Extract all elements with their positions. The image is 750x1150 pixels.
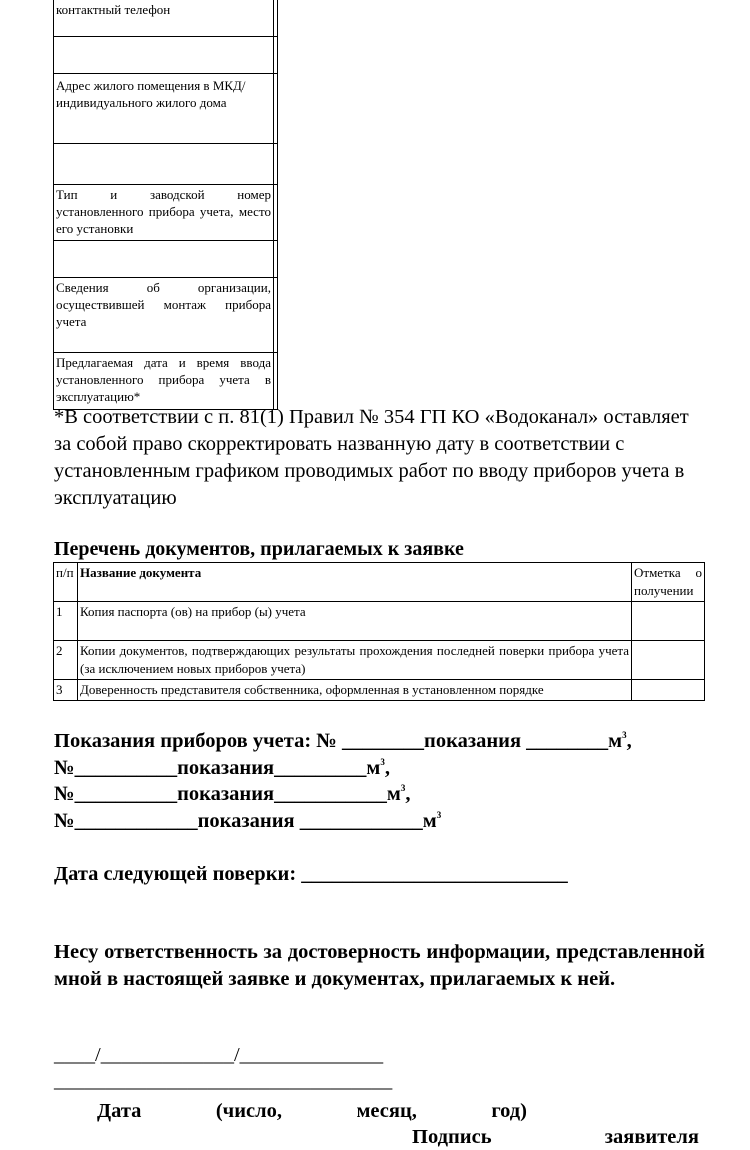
footnote: *В соответствии с п. 81(1) Правил № 354 ГП КО «Водоканал» оставляет за собой право скорректировать названную дату в соответствии с установленным графиком проводимых работ по вводу приборов учета в эксплуатацию	[54, 406, 689, 509]
documents-title: Перечень документов, прилагаемых к заявке	[54, 538, 464, 560]
responsibility-statement: Несу ответственность за достоверность информации, представленной мной в настоящей заявке и документах, прилагаемых к ней.	[54, 941, 705, 990]
form-label-installer: Сведения об организации, осуществившей монтаж прибора учета	[54, 278, 274, 353]
form-label-meter-type: Тип и заводской номер установленного прибора учета, место его установки	[54, 185, 274, 241]
reading-line-2: $№\_\_\_\_\_\_\_\_\_\_показания\_\_\_\_\_\_\_\_\_м^3$,	[54, 756, 390, 779]
receipt-mark-cell	[632, 602, 705, 641]
header-mark: Отметка о получении	[632, 563, 705, 602]
meter-readings	[54, 728, 714, 834]
reading-line-4: №____________показания $\_\_\_\_\_\_\_\_\_\_\_\_м^3$	[54, 809, 442, 832]
applicant-info-table	[53, 0, 278, 410]
next-check-date: Дата следующей поверки: __________________________	[54, 863, 568, 885]
header-name: Название документа	[78, 563, 632, 602]
table-row: 2 Копии документов, подтверждающих результаты прохождения последней поверки прибора учета (за исключением новых приборов учета)	[54, 641, 705, 680]
date-fill-line: ____/_____________/______________	[54, 1044, 384, 1066]
form-label-phone: контактный телефон	[54, 0, 274, 37]
reading-line-1: Показания приборов учета: № ________показания $\_\_\_\_\_\_\_\_м^3$,	[54, 730, 632, 752]
table-row: 3 Доверенность представителя собственника, оформленная в установленном порядке	[54, 680, 705, 701]
receipt-mark-cell	[632, 680, 705, 701]
table-row: 1 Копия паспорта (ов) на прибор (ы) учета	[54, 602, 705, 641]
receipt-mark-cell	[632, 641, 705, 680]
header-num: п/п	[54, 563, 78, 602]
form-label-address: Адрес жилого помещения в МКД/ индивидуального жилого дома	[54, 74, 274, 144]
reading-line-3: $№\_\_\_\_\_\_\_\_\_\_показания\_\_\_\_\_\_\_\_\_\_\_м^3$,	[54, 783, 411, 805]
date-caption: Дата (число, месяц, год)	[97, 1100, 527, 1122]
signature-caption: Подпись заявителя	[412, 1126, 699, 1148]
table-header-row	[54, 563, 705, 602]
signature-fill-line: _________________________________	[54, 1070, 393, 1092]
form-value-meter-type	[54, 241, 274, 278]
documents-table	[53, 562, 705, 701]
form-label-commission-date: Предлагаемая дата и время ввода установленного прибора учета в эксплуатацию*	[54, 353, 274, 410]
form-value-address	[54, 144, 274, 185]
form-value-phone	[54, 37, 274, 74]
